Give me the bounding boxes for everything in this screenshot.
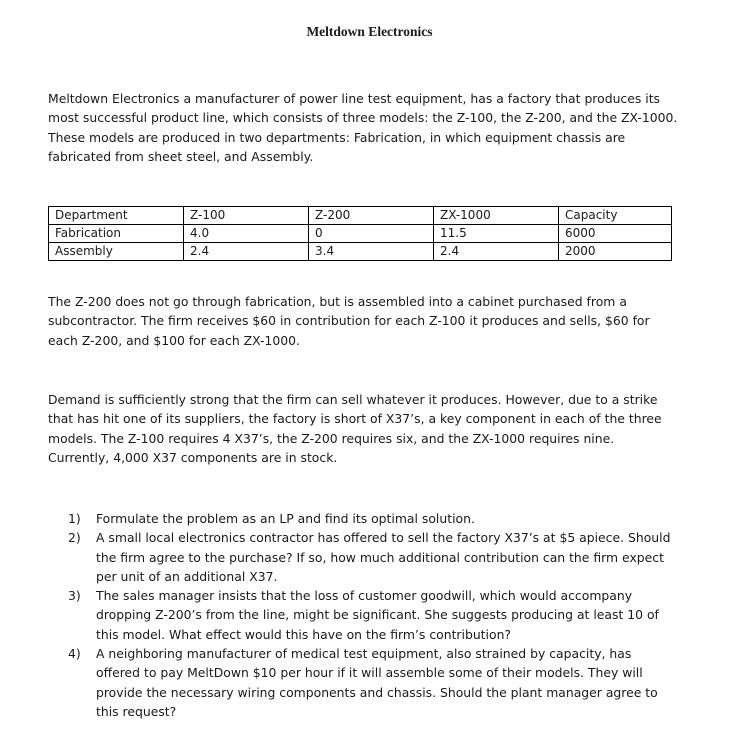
question-text: The sales manager insists that the loss of customer goodwill, which would accompany dropping Z-200’s from the line, might be significant. She suggests producing at least 10 of this model. What effect would this have on the firm’s contribution? [96,588,659,642]
table-row [49,243,672,261]
table-cell: 2.4 [184,243,309,261]
table-cell: Assembly [49,243,184,261]
table-cell: 11.5 [434,225,559,243]
contribution-paragraph: The Z-200 does not go through fabrication, but is assembled into a cabinet purchased from a subcontractor. The firm receives $60 in contribution for each Z-100 it produces and sells, $60 for each Z-200, and $100 for each ZX-1000. [48,294,650,348]
header-department: Department [49,207,184,225]
table-row [49,225,672,243]
document-title: Meltdown Electronics [306,24,433,39]
intro-paragraph: Meltdown Electronics a manufacturer of power line test equipment, has a factory that produces its most successful product line, which consists of three models: the Z-100, the Z-200, and the ZX-1000. These models are produced in two departments: Fabrication, in which equipment chassis are fabricated from sheet steel, and Assembly. [48,91,678,164]
question-item [68,644,674,721]
table-cell: 6000 [559,225,672,243]
question-list [68,509,674,721]
question-text: A small local electronics contractor has offered to sell the factory X37’s at $5 apiece. Should the firm agree to the purchase? If so, how much additional contribution can the firm expect per unit of an additional X37. [96,530,671,584]
question-item [68,509,674,528]
demand-paragraph: Demand is sufficiently strong that the firm can sell whatever it produces. However, due to a strike that has hit one of its suppliers, the factory is short of X37’s, a key component in each of the three models. The Z-100 requires 4 X37’s, the Z-200 requires six, and the ZX-1000 requires nine. Currently, 4,000 X37 components are in stock. [48,392,662,465]
header-zx1000: ZX-1000 [434,207,559,225]
header-z200: Z-200 [309,207,434,225]
question-item [68,586,674,644]
question-item [68,528,674,586]
question-number: 4) [68,646,81,662]
table-cell: 2.4 [434,243,559,261]
header-capacity: Capacity [559,207,672,225]
question-text: A neighboring manufacturer of medical test equipment, also strained by capacity, has offered to pay MeltDown $10 per hour if it will assemble some of their models. They will provide the necessary wiring components and chassis. Should the plant manager agree to this request? [96,646,658,719]
table-cell: Fabrication [49,225,184,243]
table-cell: 3.4 [309,243,434,261]
header-z100: Z-100 [184,207,309,225]
table-cell: 0 [309,225,434,243]
department-table [48,206,672,261]
table-header-row [49,207,672,225]
question-text: Formulate the problem as an LP and find its optimal solution. [96,511,475,526]
question-number: 2) [68,530,81,546]
table-cell: 4.0 [184,225,309,243]
question-number: 3) [68,588,81,604]
table-cell: 2000 [559,243,672,261]
question-number: 1) [68,511,81,526]
